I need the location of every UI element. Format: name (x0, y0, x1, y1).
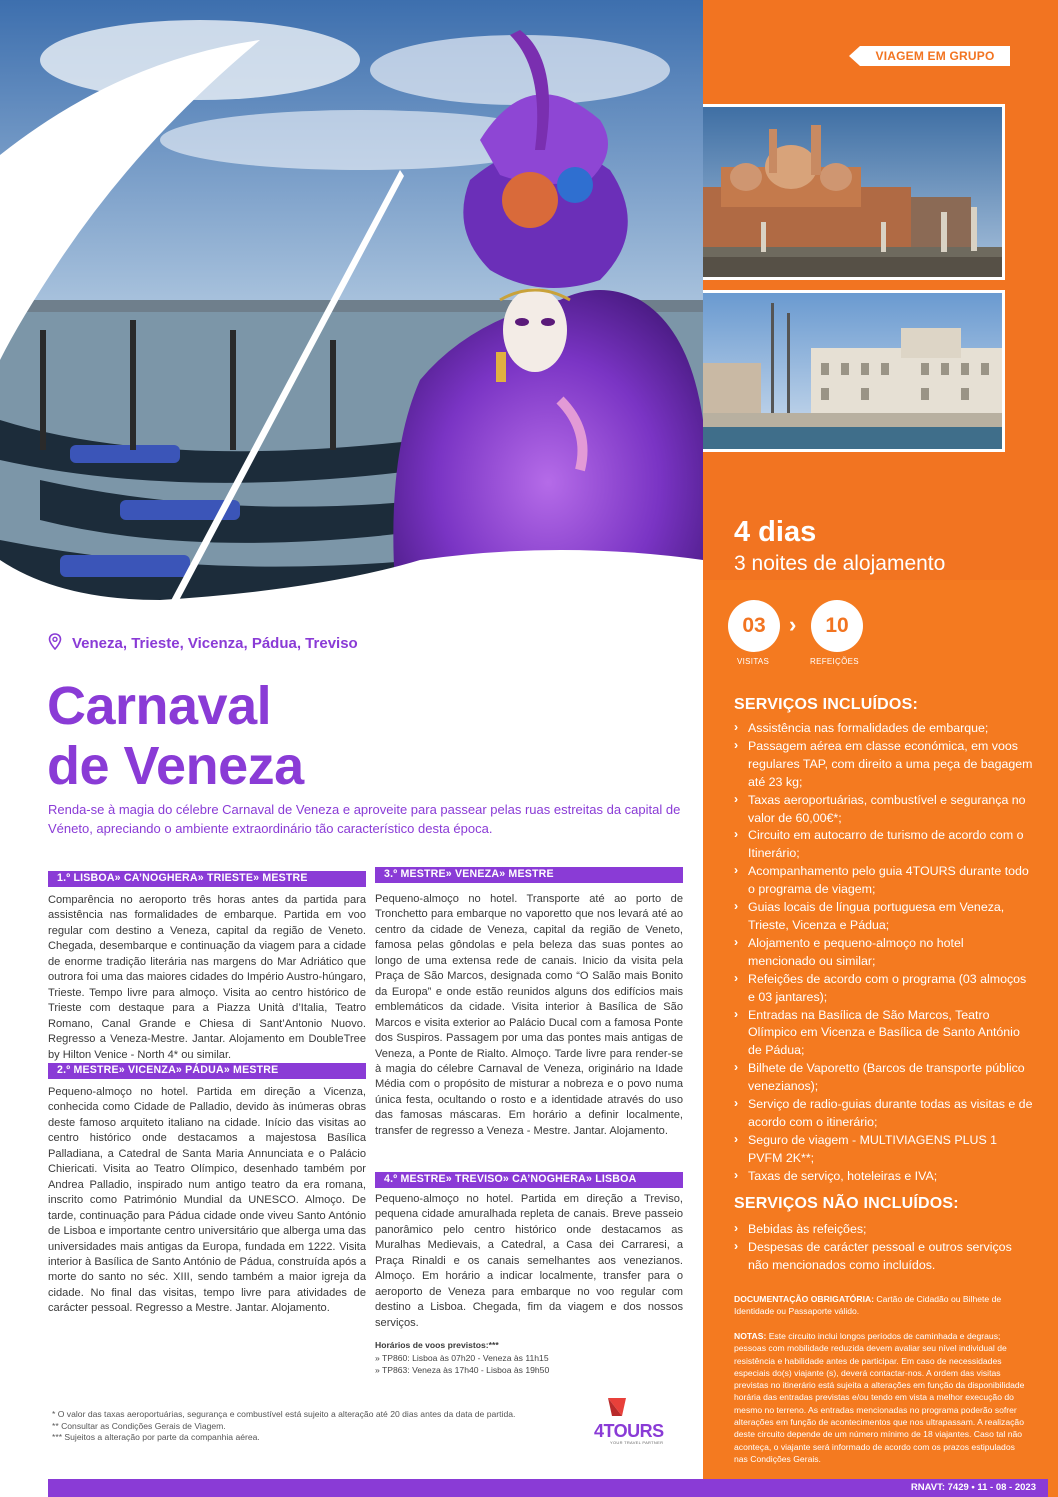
documentation-label: DOCUMENTAÇÃO OBRIGATÓRIA: (734, 1294, 875, 1304)
service-item: › Guias locais de língua portuguesa em Veneza, Trieste, Vicenza e Pádua; (734, 899, 1034, 935)
flight-line: » TP863: Veneza às 17h40 - Lisboa às 19h50 (375, 1365, 550, 1376)
day-4-text: Pequeno-almoço no hotel. Partida em direção a Treviso, pequena cidade amuralhada repleta de canais. Breve passeio panorâmico pelo centro histórico onde destacamos as Muralhas Medievais, a Catedral, a Casa dei Carraresi, a Praça Rinaldi e os canais semelhantes aos venezianos. Almoço. Em horário a indicar localmente, transfer para o aeroporto de Veneza para embarque no voo regular com destino a Lisboa. Chegada, fim da viagem e dos nossos serviços. (375, 1193, 683, 1329)
day-3-heading: 3.º MESTRE» VENEZA» MESTRE (375, 867, 683, 882)
service-item: › Bilhete de Vaporetto (Barcos de transporte público venezianos); (734, 1060, 1034, 1096)
meals-count: 10 (811, 600, 863, 652)
documentation-text: Cartão de Cidadão ou Bilhete de Identidade ou Passaporte válido. (734, 1294, 1002, 1317)
service-item: › Serviço de radio-guias durante todas as visitas e de acordo com o itinerário; (734, 1096, 1034, 1132)
trip-type-badge (860, 46, 1010, 66)
service-item: › Taxas de serviço, hoteleiras e IVA; (734, 1168, 1034, 1186)
badge-corner (849, 46, 860, 66)
footnote: * O valor das taxas aeroportuárias, segurança e combustível está sujeito a alteração até 20 dias antes da data de partida. (52, 1409, 516, 1419)
service-item: › Entradas na Basílica de São Marcos, Teatro Olímpico em Vicenza e Basílica de Santo António de Pádua; (734, 1007, 1034, 1061)
day-3-rule (375, 882, 683, 883)
venice-carnival-illustration (0, 0, 703, 640)
visits-count: 03 (728, 600, 780, 652)
rnavt-registration: RNAVT: 7429 • 11 - 08 - 2023 (910, 1482, 1036, 1493)
padua-basilica-photo (668, 104, 1005, 280)
service-item: › Despesas de carácter pessoal e outros serviços não mencionados como incluídos. (734, 1239, 1034, 1275)
service-item: › Taxas aeroportuárias, combustível e segurança no valor de 60,00€*; (734, 792, 1034, 828)
day-2-rule (48, 1078, 366, 1079)
flight-line: » TP860: Lisboa às 07h20 - Veneza às 11h15 (375, 1352, 549, 1363)
services-excluded-list (734, 1221, 1034, 1275)
service-item: › Acompanhamento pelo guia 4TOURS durante todo o programa de viagem; (734, 863, 1034, 899)
chevron-right-icon: › (789, 612, 797, 637)
flight-times (375, 1339, 549, 1377)
footnote: ** Consultar as Condições Gerais de Viagem. (52, 1420, 226, 1431)
day-3-text: Pequeno-almoço no hotel. Transporte até ao porto de Tronchetto para embarque no vaporetto que nos levará até ao centro da cidade de Veneza, capital da região de Veneto, famosa pelas gôndolas e pela beleza das suas pontes ao longo de uma extensa rede de canais. Inicio da visita pela Praça de São Marcos, designada como “O Salão mais Bonito da Europa” e onde estão reunidos alguns dos edifícios mais emblemáticos da cidade. Visita interior à Basílica de São Marcos e visita exterior ao Palácio Ducal com a famosa Ponte dos Suspiros. Passagem por uma das pontes mais antigas de Veneza, a Ponte de Rialto. Almoço. Tarde livre para render-se à magia do célebre Carnaval de Veneza, originário na Idade Média com o propósito de misturar a nobreza e o povo numa única festa, ocultando o rosto e a identidade através do uso das famosas máscaras. Em horário a definir localmente, transfer de regresso a Veneza - Mestre. Jantar. Alojamento. (375, 893, 683, 1137)
day-2-text: Pequeno-almoço no hotel. Partida em direção a Vicenza, conhecida como Cidade de Palladio, devido às inúmeras obras deste famoso arquiteto italiano na cidade. Início das visitas ao centro histórico onde destacamos a majestosa Basílica Palladiana, a Catedral de Santa Maria Annunciata e o Palácio Chiericati. Visita ao Teatro Olímpico, desenhado também por Andrea Palladio, inspirado num antigo teatro da era romana, inscrito como Património Mundial da UNESCO. Almoço. De tarde, continuação para Pádua cidade onde viveu Santo António de Lisboa e importante centro universitário que alberga uma das universidades mais antigas da Europa, fundada em 1222. Visita interior à Basílica de Santo António de Pádua, construída após a morte do santo no séc. XIII, sendo também a maior igreja da cidade. No final das visitas, tempo livre para atividades de carácter pessoal. Regresso a Mestre. Jantar. Alojamento. (48, 1086, 366, 1315)
notes-text: Este circuito inclui longos períodos de caminhada e degraus; pessoas com mobilidade reduzida devem avaliar seu nível individual de resistência e habilidade antes de participar. Em caso de necessidades especiais do(s) viajante (s), deverá contactar-nos. A ordem das visitas previstas no itinerário está sujeita a alterações em função da disponibilidade horária das entradas previstas e/ou tendo em vista a melhor execução do mesmo no terreno. As entradas mencionadas no programa poderão sofrer alterações em função de acontecimentos que nos ultrapassam. A realização deste circuito depende de um número mínimo de 18 viajantes. Caso tal não aconteça, o viajante será informado de acordo com os prazos estipulados nas Condições Gerais. (734, 1331, 1025, 1464)
hero-carnival-image (0, 0, 703, 640)
logo-tagline: YOUR TRAVEL PARTNER (610, 1440, 664, 1445)
day-1-text: Comparência no aeroporto três horas antes da partida para assistência nas formalidades de embarque. Partida em voo regular com destino a Veneza, capital da região de Veneto. Chegada, desembarque e continuação da viagem para a cidade de enorme tradição literária nas margens do Mar Adriático que outrora foi uma das maiores cidades do Império Austro-húngaro, Trieste. Tempo livre para almoço. Visita ao centro histórico de Trieste com destaque para a Piazza Unità d’Italia, Teatro Romano, Canal Grande e Chiesa di Sant’Antonio Nuovo. Regresso a Veneza-Mestre. Jantar. Alojamento em DoubleTree by Hilton Venice - North 4* ou similar. (48, 894, 366, 1061)
trieste-piazza-illustration (671, 293, 1002, 449)
day-4-heading: 4.º MESTRE» TREVISO» CA’NOGHERA» LISBOA (375, 1172, 683, 1187)
service-item: › Passagem aérea em classe económica, em voos regulares TAP, com direito a uma peça de bagagem até 23 kg; (734, 738, 1034, 792)
meals-label: REFEIÇÕES (810, 657, 859, 666)
logo-wordmark: 4TOURS (594, 1421, 664, 1441)
trieste-piazza-photo (668, 290, 1005, 452)
services-included-title: SERVIÇOS INCLUÍDOS: (734, 696, 918, 713)
footer-bar (48, 1479, 1048, 1497)
day-1-rule (48, 886, 366, 887)
service-item: › Alojamento e pequeno-almoço no hotel mencionado ou similar; (734, 935, 1034, 971)
intro-text: Renda-se à magia do célebre Carnaval de Veneza e aproveite para passear pelas ruas estreitas da capital de Véneto, apreciando o ambiente extraordinário tão característico desta época. (48, 802, 681, 836)
notes-label: NOTAS: (734, 1331, 767, 1341)
title-line-2: de Veneza (47, 736, 304, 796)
footnotes (52, 1409, 515, 1444)
service-item: › Circuito em autocarro de turismo de acordo com o Itinerário; (734, 827, 1034, 863)
title-line-1: Carnaval (47, 676, 272, 736)
day-2-heading: 2.º MESTRE» VICENZA» PÁDUA» MESTRE (48, 1063, 366, 1078)
trip-duration-days: 4 dias (734, 516, 817, 548)
day-4-rule (375, 1187, 683, 1188)
notes-section (734, 1330, 1026, 1465)
location-text: Veneza, Trieste, Vicenza, Pádua, Treviso (72, 635, 358, 652)
services-included-list (734, 720, 1034, 1186)
location-line (48, 633, 358, 652)
service-item: › Assistência nas formalidades de embarque; (734, 720, 1034, 738)
map-pin-icon (48, 633, 62, 650)
padua-basilica-illustration (671, 107, 1002, 277)
visits-label: VISITAS (737, 657, 770, 666)
documentation-note (734, 1293, 1026, 1318)
flight-times-title: Horários de voos previstos:*** (375, 1340, 499, 1350)
trip-type-label: VIAGEM EM GRUPO (875, 49, 995, 63)
service-item: › Seguro de viagem - MULTIVIAGENS PLUS 1 PVFM 2K**; (734, 1132, 1034, 1168)
footnote: *** Sujeitos a alteração por parte da companhia aérea. (52, 1432, 260, 1443)
page-title (47, 676, 304, 796)
day-1-heading: 1.º LISBOA» CA’NOGHERA» TRIESTE» MESTRE (48, 871, 366, 886)
service-item: › Refeições de acordo com o programa (03 almoços e 03 jantares); (734, 971, 1034, 1007)
services-excluded-title: SERVIÇOS NÃO INCLUÍDOS: (734, 1195, 959, 1212)
service-item: › Bebidas às refeições; (734, 1221, 1034, 1239)
trip-duration-nights: 3 noites de alojamento (734, 552, 946, 575)
